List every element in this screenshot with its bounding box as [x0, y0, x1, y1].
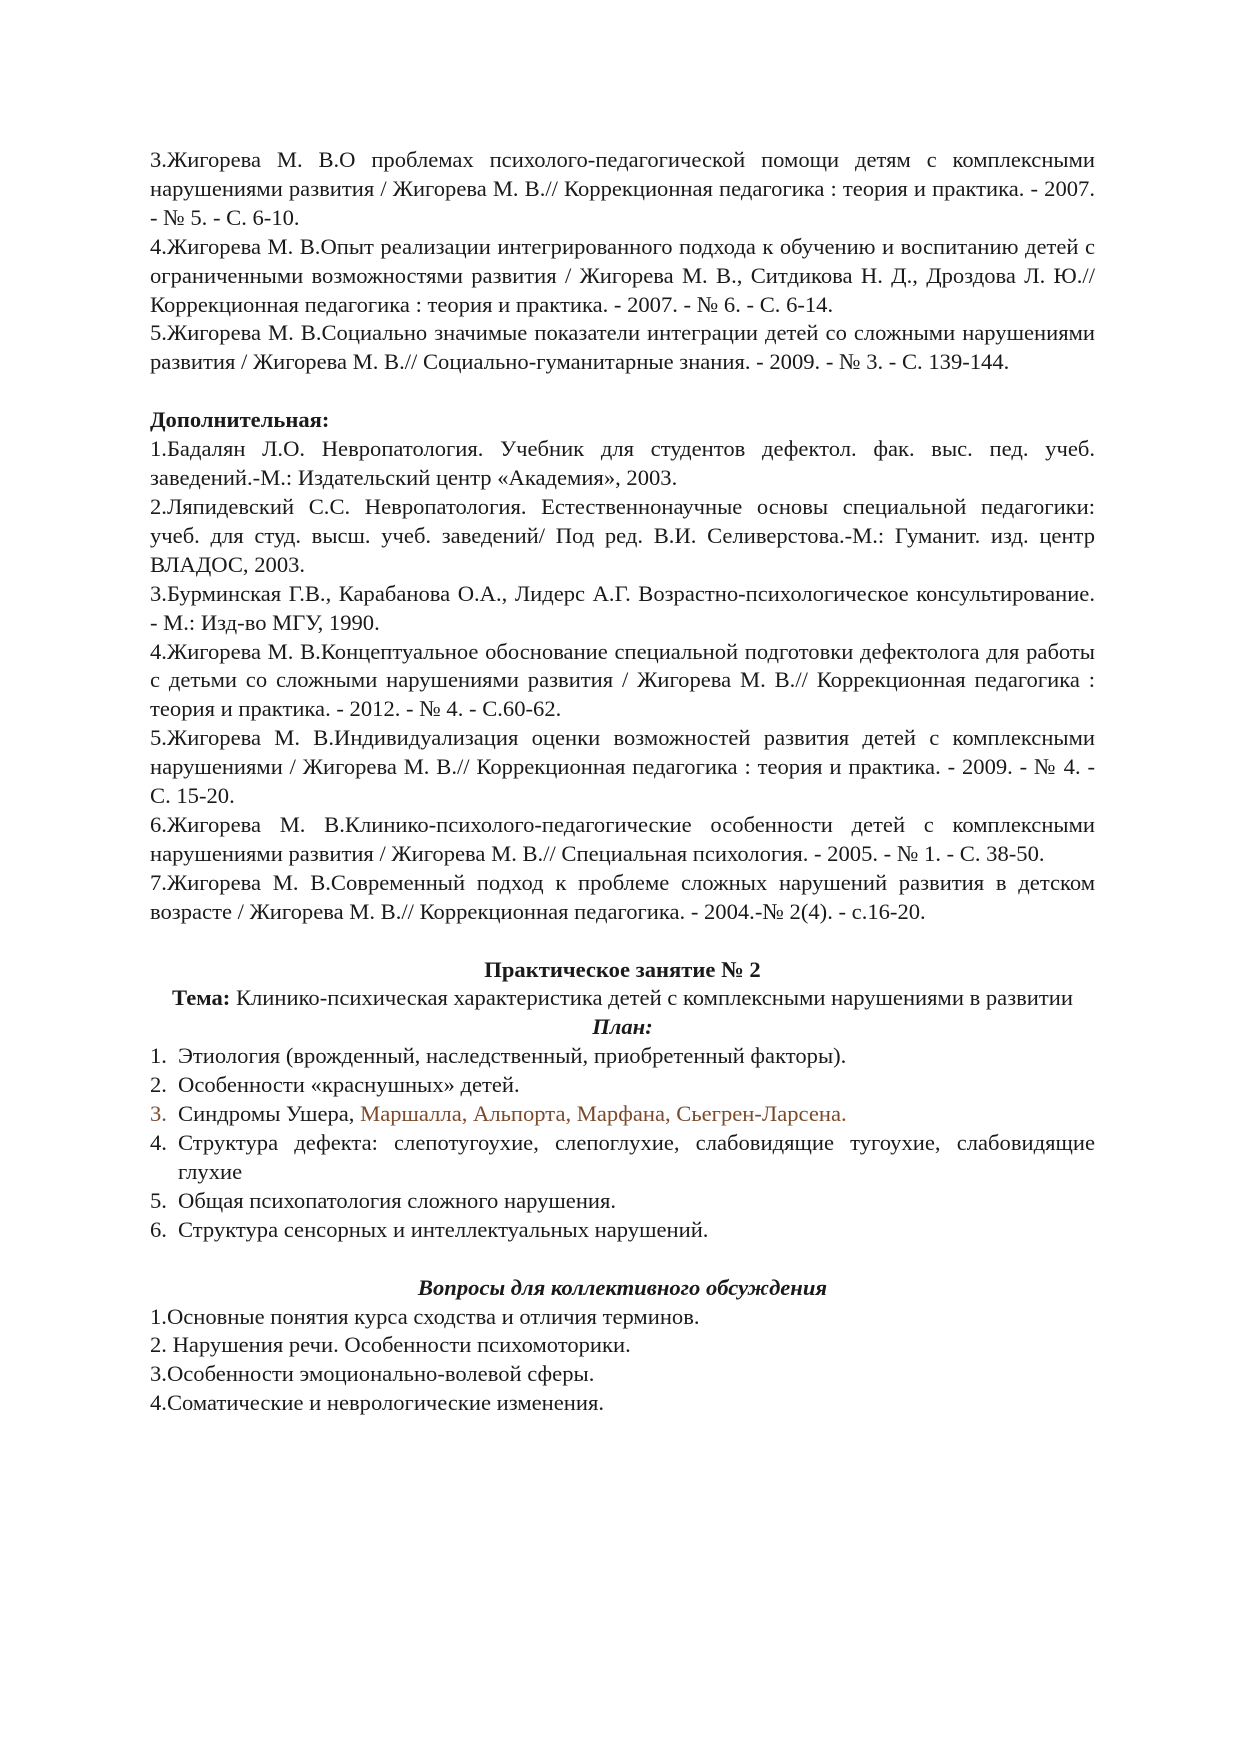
spacer	[150, 377, 1095, 406]
question-item: 4.Соматические и неврологические изменения.	[150, 1390, 605, 1416]
plan-item-number: 3.	[150, 1101, 167, 1127]
plan-item-text: Общая психопатология сложного нарушения.	[178, 1187, 617, 1213]
additional-ref-3: 3.Бурминская Г.В., Карабанова О.А., Лидерс А.Г. Возрастно-психологическое консультирование. - М.: Изд-во МГУ, 1990.	[150, 580, 1095, 635]
plan-item	[150, 1100, 1095, 1129]
plan-item-number: 6.	[150, 1216, 167, 1242]
plan-item-number: 2.	[150, 1072, 167, 1098]
plan-item	[150, 1071, 1095, 1100]
plan-item-text: Структура сенсорных и интеллектуальных нарушений.	[178, 1216, 709, 1242]
question-item: 1.Основные понятия курса сходства и отличия терминов.	[150, 1303, 700, 1329]
plan-item	[150, 1129, 1095, 1187]
plan-item-number: 5.	[150, 1187, 167, 1213]
plan-item-number: 1.	[150, 1043, 167, 1069]
question-item: 3.Особенности эмоционально-волевой сферы.	[150, 1361, 595, 1387]
plan-item-text: Этиология (врожденный, наследственный, приобретенный факторы).	[178, 1043, 847, 1069]
plan-item-text: Синдромы Ушера,	[178, 1101, 361, 1127]
additional-ref-7: 7.Жигорева М. В.Современный подход к проблеме сложных нарушений развития в детском возрасте / Жигорева М. В.// Коррекционная педагогика. - 2004.-№ 2(4). - с.16-20.	[150, 869, 1095, 924]
additional-heading: Дополнительная:	[150, 407, 330, 433]
plan-item	[150, 1187, 1095, 1216]
main-ref-5: 5.Жигорева М. В.Социально значимые показатели интеграции детей со сложными нарушениями развития / Жигорева М. В.// Социально-гуманитарные знания. - 2009. - № 3. - С. 139-144.	[150, 320, 1095, 375]
question-item: 2. Нарушения речи. Особенности психомоторики.	[150, 1332, 631, 1358]
plan-list	[150, 1042, 1095, 1244]
additional-ref-2: 2.Ляпидевский С.С. Невропатология. Естественнонаучные основы специальной педагогики: учеб. для студ. высш. учеб. заведений/ Под ред. В.И. Селиверстова.-М.: Гуманит. изд. центр ВЛАДОС, 2003.	[150, 493, 1095, 577]
plan-item-text: Особенности «краснушных» детей.	[178, 1072, 520, 1098]
plan-item-text: Структура дефекта: слепотугоухие, слепоглухие, слабовидящие тугоухие, слабовидящие глухие	[178, 1130, 1095, 1184]
main-ref-4: 4.Жигорева М. В.Опыт реализации интегрированного подхода к обучению и воспитанию детей с ограниченными возможностями развития / Жигорева М. В., Ситдикова Н. Д., Дроздова Л. Ю.// Коррекционная педагогика : теория и практика. - 2007. - № 6. - С. 6-14.	[150, 233, 1095, 317]
topic-label: Тема:	[172, 985, 231, 1011]
topic-text: Клинико-психическая характеристика детей с комплексными нарушениями в развитии	[230, 985, 1073, 1011]
document-page	[150, 146, 1095, 1418]
additional-ref-6: 6.Жигорева М. В.Клинико-психолого-педагогические особенности детей с комплексными нарушениями развития / Жигорева М. В.// Специальная психология. - 2005. - № 1. - С. 38-50.	[150, 811, 1095, 866]
additional-ref-5: 5.Жигорева М. В.Индивидуализация оценки возможностей развития детей с комплексными нарушениями / Жигорева М. В.// Коррекционная педагогика : теория и практика. - 2009. - № 4. - С. 15-20.	[150, 725, 1095, 809]
questions-heading: Вопросы для коллективного обсуждения	[417, 1274, 828, 1300]
plan-item	[150, 1042, 1095, 1071]
plan-item-number: 4.	[150, 1130, 167, 1155]
additional-ref-1: 1.Бадалян Л.О. Невропатология. Учебник для студентов дефектол. фак. выс. пед. учеб. заведений.-М.: Издательский центр «Академия», 2003.	[150, 436, 1095, 491]
additional-ref-4: 4.Жигорева М. В.Концептуальное обоснование специальной подготовки дефектолога для работы с детьми со сложными нарушениями развития / Жигорева М. В.// Коррекционная педагогика : теория и практика. - 2012. - № 4. - С.60-62.	[150, 638, 1095, 722]
plan-item	[150, 1216, 1095, 1245]
practical-topic	[150, 984, 1095, 1013]
spacer	[150, 1245, 1095, 1274]
main-ref-3: 3.Жигорева М. В.О проблемах психолого-педагогической помощи детям с комплексными нарушениями развития / Жигорева М. В.// Коррекционная педагогика : теория и практика. - 2007. - № 5. - С. 6-10.	[150, 147, 1095, 230]
practical-title: Практическое занятие № 2	[484, 956, 761, 982]
plan-heading: План:	[592, 1014, 653, 1040]
spacer	[150, 927, 1095, 956]
plan-item-highlight: Маршалла, Альпорта, Марфана, Сьегрен-Ларсена.	[360, 1101, 847, 1127]
